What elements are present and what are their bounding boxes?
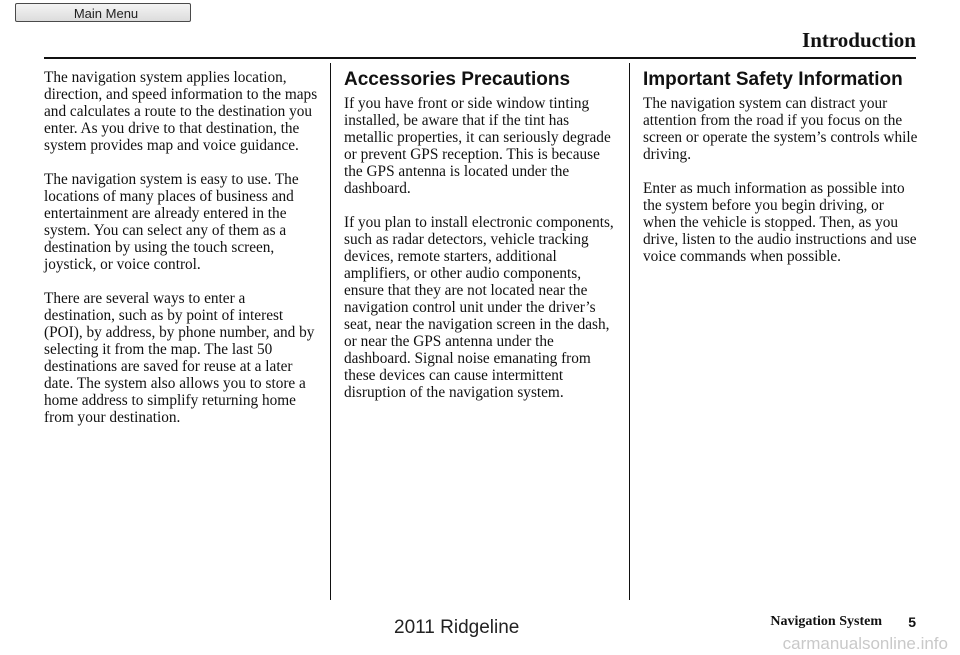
column-safety — [643, 69, 919, 282]
page-title: Introduction — [802, 28, 916, 52]
footer-page-number: 5 — [908, 614, 916, 630]
column-intro — [44, 69, 320, 443]
header-rule — [44, 57, 916, 59]
safety-heading: Important Safety Information — [643, 69, 903, 90]
column-divider-1 — [330, 63, 331, 600]
column-accessories — [344, 69, 620, 418]
main-menu-button[interactable]: Main Menu — [15, 3, 191, 22]
safety-paragraph-2: Enter as much information as possible into the system before you begin driving, or when the vehicle is stopped. Then, as you drive, listen to the audio instructions and use voice commands when possible. — [643, 180, 917, 265]
accessories-paragraph-1: If you have front or side window tinting installed, be aware that if the tint has metallic properties, it can seriously degrade or prevent GPS reception. This is because the GPS antenna is located under the dashboard. — [344, 95, 611, 197]
intro-paragraph-1: The navigation system applies location, direction, and speed information to the maps and calculates a route to the destination you enter. As you drive to that destination, the system provides map and voice guidance. — [44, 69, 318, 154]
safety-paragraph-1: The navigation system can distract your attention from the road if you focus on the screen or operate the system’s controls while driving. — [643, 95, 918, 163]
intro-paragraph-3: There are several ways to enter a destination, such as by point of interest (POI), by address, by phone number, and by selecting it from the map. The last 50 destinations are saved for reuse at a later date. The system also allows you to store a home address to simplify returning home from your destination. — [44, 290, 315, 426]
accessories-heading: Accessories Precautions — [344, 69, 571, 90]
footer-section-name: Navigation System — [770, 614, 882, 629]
footer-watermark: carmanualsonline.info — [782, 634, 948, 653]
footer-model-name: 2011 Ridgeline — [394, 617, 520, 638]
intro-paragraph-2: The navigation system is easy to use. The locations of many places of business and entertainment are already entered in the system. You can select any of them as a destination by using the touch screen, joystick, or voice control. — [44, 171, 299, 273]
column-divider-2 — [629, 63, 630, 600]
accessories-paragraph-2: If you plan to install electronic components, such as radar detectors, vehicle tracking devices, remote starters, additional amplifiers, or other audio components, ensure that they are not located near the navigation control unit under the driver’s seat, near the navigation screen in the dash, or near the GPS antenna under the dashboard. Signal noise emanating from these devices can cause intermittent disruption of the navigation system. — [344, 214, 614, 401]
